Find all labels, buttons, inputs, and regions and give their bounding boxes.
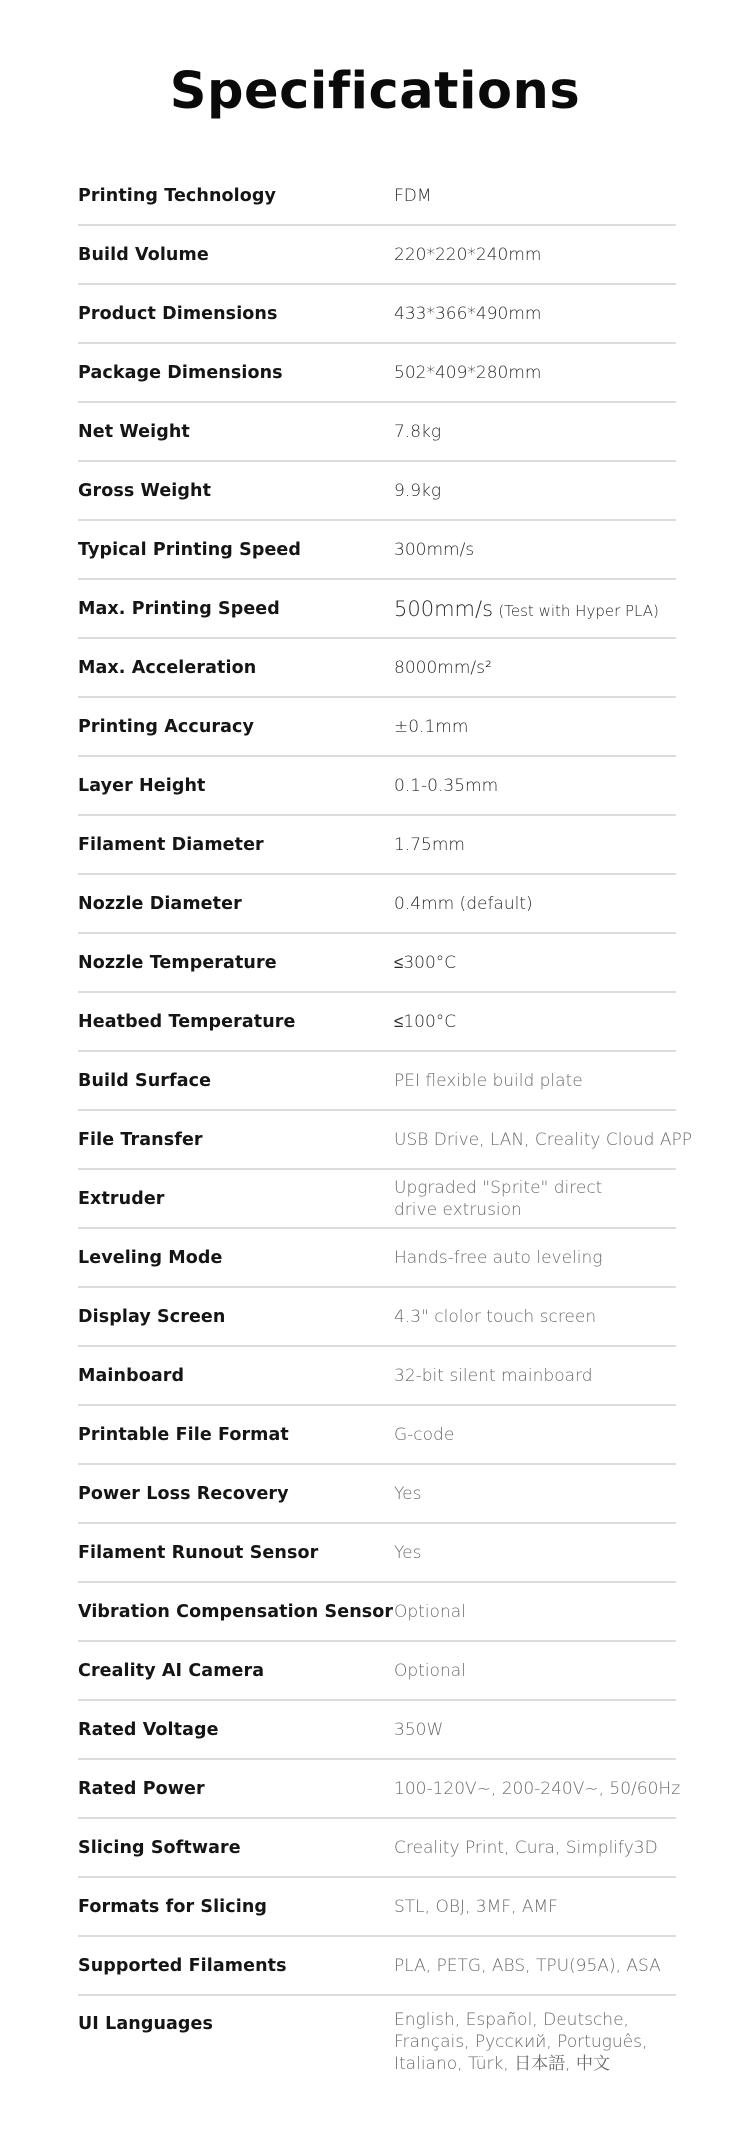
spec-value: ≤100°C <box>394 1011 457 1032</box>
spec-row-build-volume <box>78 226 676 285</box>
spec-value: 502*409*280mm <box>394 362 542 383</box>
spec-value: Creality Print, Cura, Simplify3D <box>394 1837 658 1858</box>
spec-row-rated-voltage <box>78 1701 676 1760</box>
spec-label: Product Dimensions <box>78 303 278 324</box>
spec-value: 300mm/s <box>394 539 475 560</box>
spec-label: File Transfer <box>78 1129 203 1150</box>
spec-row-power-loss-recovery <box>78 1465 676 1524</box>
spec-row-printable-file-format <box>78 1406 676 1465</box>
spec-label: Nozzle Diameter <box>78 893 242 914</box>
spec-value: 220*220*240mm <box>394 244 542 265</box>
spec-row-max-printing-speed <box>78 580 676 639</box>
spec-row-display-screen <box>78 1288 676 1347</box>
spec-value: 8000mm/s² <box>394 657 492 678</box>
spec-label: Heatbed Temperature <box>78 1011 296 1032</box>
spec-label: Vibration Compensation Sensor <box>78 1601 394 1622</box>
spec-row-product-dimensions <box>78 285 676 344</box>
spec-value: STL, OBJ, 3MF, AMF <box>394 1896 558 1917</box>
spec-row-gross-weight <box>78 462 676 521</box>
spec-row-typical-printing-speed <box>78 521 676 580</box>
spec-label: Formats for Slicing <box>78 1896 268 1917</box>
spec-row-package-dimensions <box>78 344 676 403</box>
spec-label: Filament Runout Sensor <box>78 1542 319 1563</box>
spec-value: 350W <box>394 1719 444 1740</box>
spec-row-rated-power <box>78 1760 681 1819</box>
spec-label: Creality AI Camera <box>78 1660 265 1681</box>
spec-row-heatbed-temperature <box>78 993 676 1052</box>
spec-value: 100-120V~, 200-240V~, 50/60Hz <box>394 1778 681 1799</box>
spec-label: Power Loss Recovery <box>78 1483 289 1504</box>
page-title: Specifications <box>169 62 581 121</box>
spec-value: Yes <box>394 1483 422 1504</box>
spec-value: FDM <box>394 185 432 206</box>
spec-label: Nozzle Temperature <box>78 952 277 973</box>
spec-row-build-surface <box>78 1052 676 1111</box>
spec-value: 32-bit silent mainboard <box>394 1365 593 1386</box>
spec-value: English, Español, Deutsche, Français, Русский, Português, Italiano, Türk, 日本語, 中文 <box>394 2010 648 2074</box>
spec-row-mainboard <box>78 1347 676 1406</box>
spec-value: Hands-free auto leveling <box>394 1247 603 1268</box>
spec-value: Upgraded "Sprite" direct drive extrusion <box>394 1177 603 1220</box>
spec-row-printing-accuracy <box>78 698 676 757</box>
spec-row-file-transfer <box>78 1111 692 1170</box>
spec-label: Build Volume <box>78 244 209 265</box>
spec-label: Net Weight <box>78 421 190 442</box>
spec-label: Max. Acceleration <box>78 657 257 678</box>
spec-value: 0.4mm (default) <box>394 893 533 914</box>
spec-value: USB Drive, LAN, Creality Cloud APP <box>394 1129 692 1150</box>
spec-value: G-code <box>394 1424 455 1445</box>
spec-value: 7.8kg <box>394 421 442 442</box>
spec-row-filament-runout-sensor <box>78 1524 676 1583</box>
spec-row-extruder <box>78 1170 676 1229</box>
spec-value <box>394 597 659 621</box>
spec-row-vibration-compensation-sensor <box>78 1583 676 1642</box>
spec-label: Extruder <box>78 1188 165 1209</box>
spec-value: ±0.1mm <box>394 716 469 737</box>
spec-row-supported-filaments <box>78 1937 676 1996</box>
spec-value: Yes <box>394 1542 422 1563</box>
spec-row-printing-technology <box>78 167 676 226</box>
spec-label: Build Surface <box>78 1070 212 1091</box>
spec-value: Optional <box>394 1601 466 1622</box>
spec-label: Rated Power <box>78 1778 205 1799</box>
spec-row-nozzle-diameter <box>78 875 676 934</box>
spec-label: Supported Filaments <box>78 1955 287 1976</box>
spec-label: Max. Printing Speed <box>78 598 280 619</box>
spec-row-nozzle-temperature <box>78 934 676 993</box>
spec-value: PLA, PETG, ABS, TPU(95A), ASA <box>394 1955 661 1976</box>
spec-value-note: (Test with Hyper PLA) <box>498 601 659 620</box>
spec-row-filament-diameter <box>78 816 676 875</box>
spec-row-ui-languages <box>78 1996 676 2116</box>
spec-row-leveling-mode <box>78 1229 676 1288</box>
spec-label: Slicing Software <box>78 1837 241 1858</box>
spec-row-net-weight <box>78 403 676 462</box>
spec-label: Printing Technology <box>78 185 277 206</box>
spec-value: 433*366*490mm <box>394 303 542 324</box>
spec-label: Layer Height <box>78 775 206 796</box>
spec-label: Package Dimensions <box>78 362 283 383</box>
spec-row-creality-ai-camera <box>78 1642 676 1701</box>
spec-label: Typical Printing Speed <box>78 539 302 560</box>
spec-value: PEI flexible build plate <box>394 1070 583 1091</box>
spec-value: 1.75mm <box>394 834 465 855</box>
spec-value: 0.1-0.35mm <box>394 775 499 796</box>
spec-row-formats-for-slicing <box>78 1878 676 1937</box>
spec-value: ≤300°C <box>394 952 457 973</box>
spec-label: Printing Accuracy <box>78 716 255 737</box>
spec-value: 4.3" clolor touch screen <box>394 1306 597 1327</box>
spec-label: Filament Diameter <box>78 834 264 855</box>
spec-row-layer-height <box>78 757 676 816</box>
spec-value-main: 500mm/s <box>394 596 494 621</box>
spec-row-max-acceleration <box>78 639 676 698</box>
spec-value: Optional <box>394 1660 466 1681</box>
spec-label: Display Screen <box>78 1306 226 1327</box>
spec-label: Leveling Mode <box>78 1247 223 1268</box>
spec-label: Gross Weight <box>78 480 212 501</box>
spec-label: Mainboard <box>78 1365 185 1386</box>
spec-label: Printable File Format <box>78 1424 289 1445</box>
specifications-table <box>78 167 692 2116</box>
spec-label: Rated Voltage <box>78 1719 219 1740</box>
spec-value: 9.9kg <box>394 480 442 501</box>
spec-label: UI Languages <box>78 2014 214 2034</box>
spec-row-slicing-software <box>78 1819 676 1878</box>
